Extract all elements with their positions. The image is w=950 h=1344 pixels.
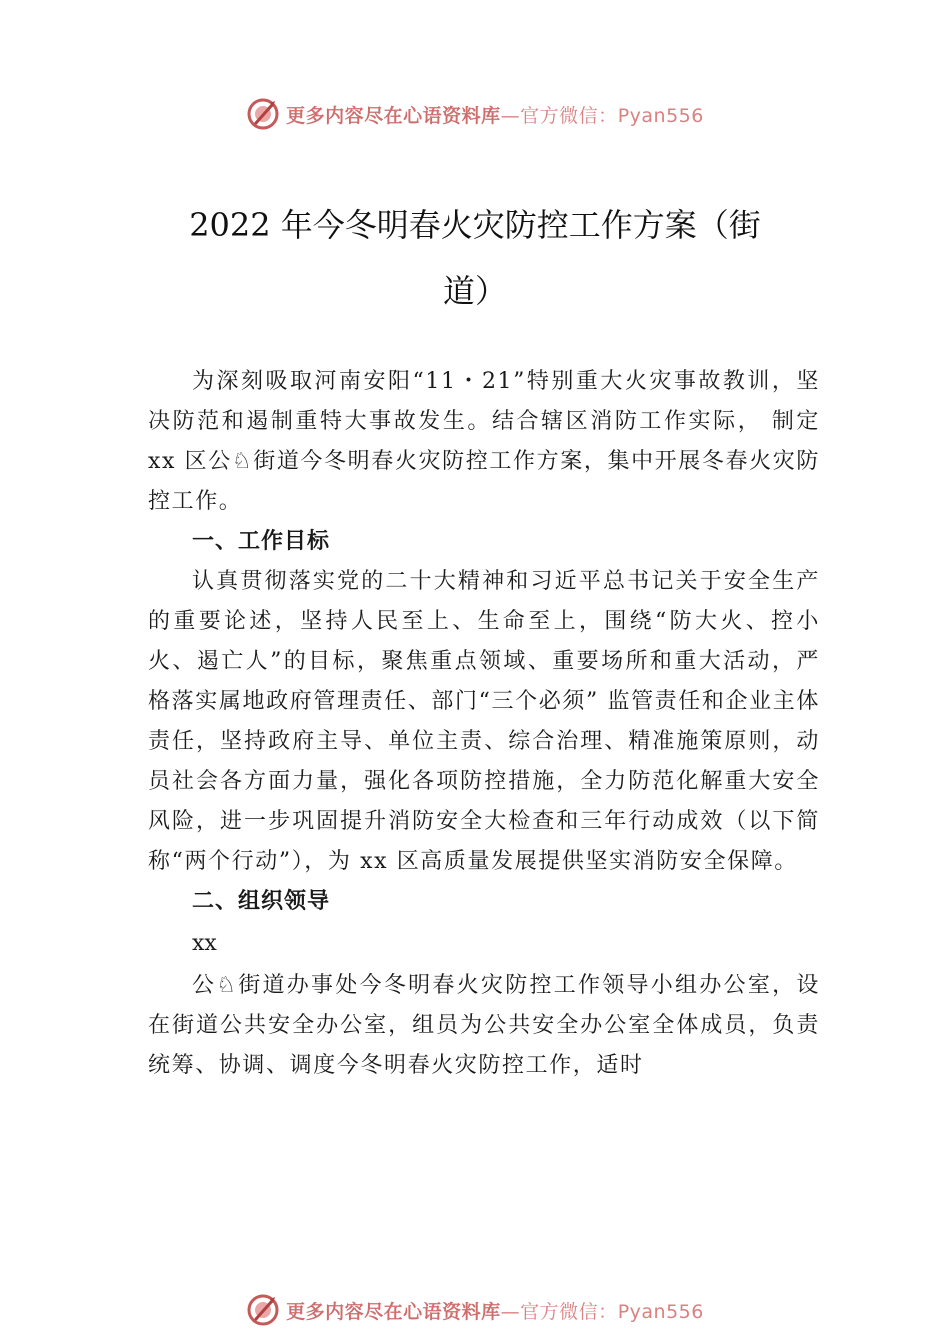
document-title [130, 192, 820, 324]
title-line-1: 2022 年今冬明春火灾防控工作方案（街 [189, 206, 761, 244]
heading-organization: 二、组织领导 [192, 889, 331, 914]
watermark-logo-icon [246, 97, 280, 131]
paragraph-intro: 为深刻吸取河南安阳“11・21”特别重大火灾事故教训，坚决防范和遏制重特大事故发生。结合辖区消防工作实际， 制定 xx 区公♘街道今冬明春火灾防控工作方案，集中开展冬春火灾防控工作。 [148, 369, 820, 514]
header-watermark [0, 94, 950, 134]
paragraph-placeholder: xx [192, 931, 217, 956]
watermark-logo-icon [246, 1293, 280, 1327]
title-line-2: 道） [442, 272, 507, 310]
watermark-text: 更多内容尽在心语资料库—官方微信：Pyan556 [286, 1300, 704, 1323]
footer-watermark [0, 1290, 950, 1330]
heading-work-goals: 一、工作目标 [192, 529, 331, 554]
watermark-text: 更多内容尽在心语资料库—官方微信：Pyan556 [286, 104, 704, 127]
paragraph-work-goals: 认真贯彻落实党的二十大精神和习近平总书记关于安全生产的重要论述，坚持人民至上、生命至上，围绕“防大火、控小火、遏亡人”的目标，聚焦重点领域、重要场所和重大活动，严格落实属地政府管理责任、部门“三个必须” 监管责任和企业主体责任，坚持政府主导、单位主责、综合治理、精准施策原则，动员社会各方面力量，强化各项防控措施，全力防范化解重大安全风险，进一步巩固提升消防安全大检查和三年行动成效（以下简称“两个行动”），为 xx 区高质量发展提供坚实消防安全保障。 [148, 569, 820, 874]
document-body [148, 362, 820, 1086]
paragraph-organization: 公♘街道办事处今冬明春火灾防控工作领导小组办公室，设在街道公共安全办公室，组员为公共安全办公室全体成员，负责统筹、协调、调度今冬明春火灾防控工作，适时 [148, 973, 820, 1078]
